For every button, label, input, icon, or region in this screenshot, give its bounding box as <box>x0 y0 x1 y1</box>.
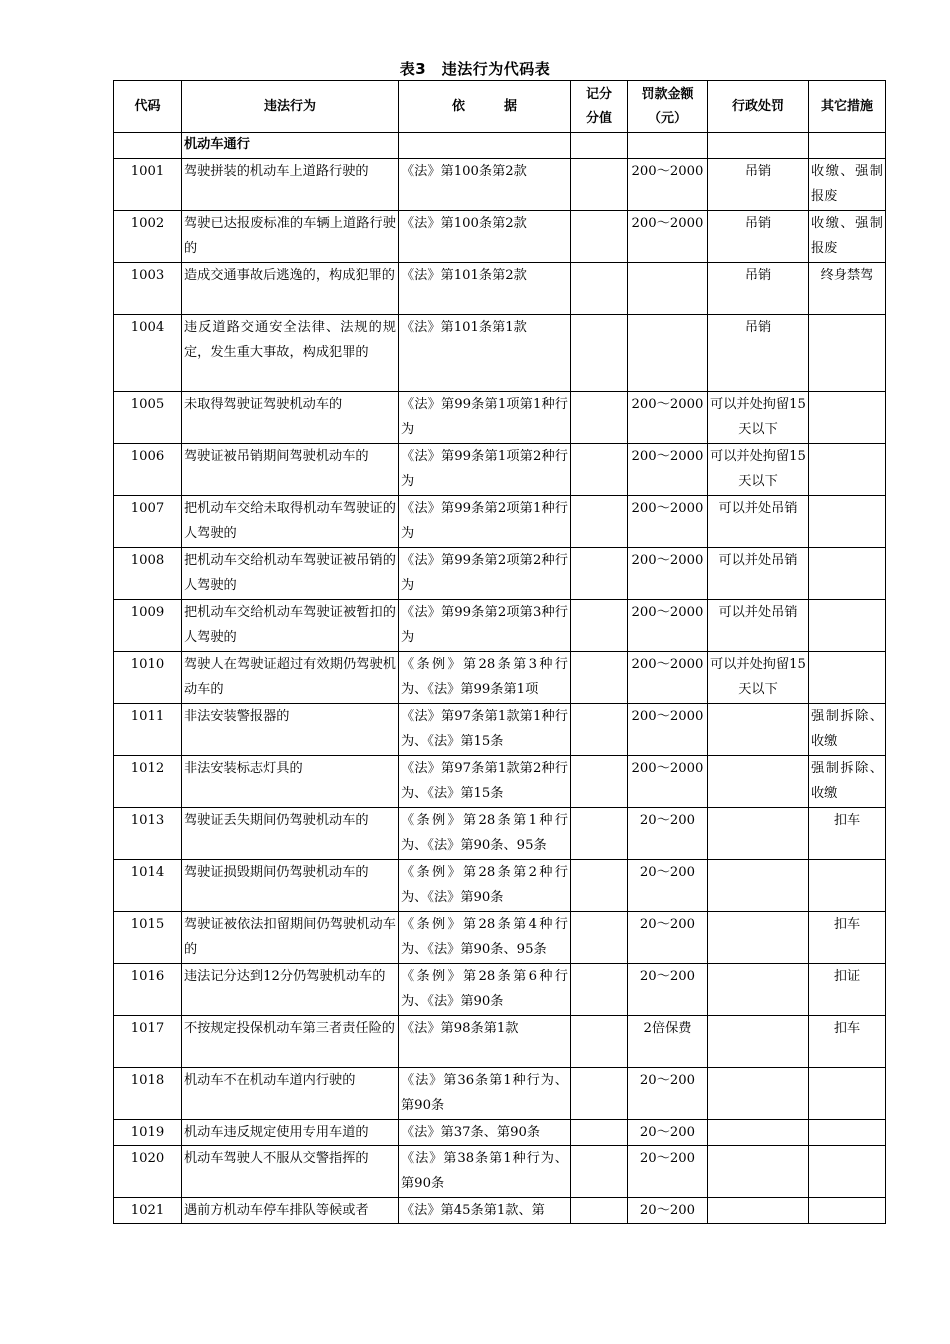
header-fine <box>628 81 708 133</box>
cell-basis: 《法》第99条第2项第2种行为 <box>399 548 571 600</box>
cell-other <box>809 860 886 912</box>
header-fine-line2: （元） <box>647 110 687 126</box>
cell-fine: 200～2000 <box>628 211 708 263</box>
cell-behavior: 把机动车交给机动车驾驶证被暂扣的人驾驶的 <box>182 600 399 652</box>
cell-fine: 20～200 <box>628 1068 708 1120</box>
cell-code: 1021 <box>114 1198 182 1224</box>
cell-admin: 吊销 <box>708 159 809 211</box>
cell-admin: 可以并处拘留15天以下 <box>708 652 809 704</box>
section-empty-cell <box>708 133 809 159</box>
cell-basis: 《法》第97条第1款第1种行为、《法》第15条 <box>399 704 571 756</box>
section-empty-cell <box>628 133 708 159</box>
cell-code: 1013 <box>114 808 182 860</box>
section-code-cell <box>114 133 182 159</box>
cell-fine: 2倍保费 <box>628 1016 708 1068</box>
cell-other <box>809 1068 886 1120</box>
table-row <box>114 964 886 1016</box>
cell-points <box>571 860 628 912</box>
cell-code: 1008 <box>114 548 182 600</box>
cell-behavior: 违法记分达到12分仍驾驶机动车的 <box>182 964 399 1016</box>
cell-code: 1007 <box>114 496 182 548</box>
cell-points <box>571 808 628 860</box>
cell-points <box>571 392 628 444</box>
cell-behavior: 未取得驾驶证驾驶机动车的 <box>182 392 399 444</box>
table-row <box>114 548 886 600</box>
cell-fine: 20～200 <box>628 912 708 964</box>
cell-basis: 《法》第99条第2项第3种行为 <box>399 600 571 652</box>
cell-behavior: 驾驶人在驾驶证超过有效期仍驾驶机动车的 <box>182 652 399 704</box>
cell-code: 1016 <box>114 964 182 1016</box>
cell-fine: 20～200 <box>628 1146 708 1198</box>
cell-fine: 200～2000 <box>628 652 708 704</box>
cell-fine: 200～2000 <box>628 496 708 548</box>
cell-basis: 《条例》第28条第3种行为、《法》第99条第1项 <box>399 652 571 704</box>
cell-other: 扣车 <box>809 1016 886 1068</box>
cell-other <box>809 392 886 444</box>
cell-points <box>571 1016 628 1068</box>
cell-other: 扣证 <box>809 964 886 1016</box>
table-row <box>114 1146 886 1198</box>
cell-fine: 200～2000 <box>628 159 708 211</box>
cell-basis: 《条例》第28条第1种行为、《法》第90条、95条 <box>399 808 571 860</box>
cell-behavior: 非法安装警报器的 <box>182 704 399 756</box>
table-row <box>114 211 886 263</box>
cell-admin <box>708 912 809 964</box>
cell-other: 扣车 <box>809 808 886 860</box>
header-points <box>571 81 628 133</box>
cell-basis: 《法》第100条第2款 <box>399 211 571 263</box>
cell-code: 1010 <box>114 652 182 704</box>
cell-other <box>809 600 886 652</box>
cell-behavior: 驾驶拼装的机动车上道路行驶的 <box>182 159 399 211</box>
cell-basis: 《法》第101条第1款 <box>399 315 571 392</box>
cell-code: 1019 <box>114 1120 182 1146</box>
section-row <box>114 133 886 159</box>
table-row <box>114 704 886 756</box>
cell-other <box>809 652 886 704</box>
cell-admin <box>708 1068 809 1120</box>
table-row <box>114 1016 886 1068</box>
cell-basis: 《法》第99条第2项第1种行为 <box>399 496 571 548</box>
table-row <box>114 159 886 211</box>
table-row <box>114 808 886 860</box>
cell-admin <box>708 964 809 1016</box>
cell-points <box>571 1068 628 1120</box>
table-row <box>114 600 886 652</box>
cell-behavior: 驾驶证损毁期间仍驾驶机动车的 <box>182 860 399 912</box>
cell-points <box>571 912 628 964</box>
cell-fine: 200～2000 <box>628 600 708 652</box>
cell-points <box>571 964 628 1016</box>
section-title: 机动车通行 <box>182 133 399 159</box>
cell-points <box>571 211 628 263</box>
cell-behavior: 把机动车交给未取得机动车驾驶证的人驾驶的 <box>182 496 399 548</box>
section-empty-cell <box>399 133 571 159</box>
cell-points <box>571 600 628 652</box>
cell-other: 收缴、强制报废 <box>809 211 886 263</box>
cell-code: 1014 <box>114 860 182 912</box>
cell-admin: 吊销 <box>708 211 809 263</box>
cell-fine <box>628 263 708 315</box>
cell-code: 1004 <box>114 315 182 392</box>
header-basis: 依 据 <box>399 81 571 133</box>
cell-admin: 可以并处吊销 <box>708 600 809 652</box>
cell-other <box>809 1120 886 1146</box>
header-points-line2: 分值 <box>585 110 612 126</box>
cell-other: 收缴、强制报废 <box>809 159 886 211</box>
cell-behavior: 机动车违反规定使用专用车道的 <box>182 1120 399 1146</box>
cell-admin: 可以并处吊销 <box>708 496 809 548</box>
cell-basis: 《法》第37条、第90条 <box>399 1120 571 1146</box>
cell-fine: 200～2000 <box>628 548 708 600</box>
cell-behavior: 不按规定投保机动车第三者责任险的 <box>182 1016 399 1068</box>
cell-fine: 20～200 <box>628 860 708 912</box>
cell-admin: 可以并处拘留15天以下 <box>708 444 809 496</box>
cell-basis: 《法》第36条第1种行为、第90条 <box>399 1068 571 1120</box>
cell-admin: 吊销 <box>708 263 809 315</box>
cell-basis: 《法》第100条第2款 <box>399 159 571 211</box>
cell-points <box>571 1198 628 1224</box>
section-empty-cell <box>571 133 628 159</box>
cell-fine: 20～200 <box>628 964 708 1016</box>
violation-code-table <box>113 80 886 1224</box>
table-title: 表3 违法行为代码表 <box>399 60 551 78</box>
table-row <box>114 392 886 444</box>
cell-code: 1020 <box>114 1146 182 1198</box>
table-row <box>114 860 886 912</box>
cell-behavior: 机动车不在机动车道内行驶的 <box>182 1068 399 1120</box>
cell-basis: 《条例》第28条第4种行为、《法》第90条、95条 <box>399 912 571 964</box>
cell-admin <box>708 1198 809 1224</box>
header-other: 其它措施 <box>809 81 886 133</box>
cell-admin: 吊销 <box>708 315 809 392</box>
cell-behavior: 驾驶证丢失期间仍驾驶机动车的 <box>182 808 399 860</box>
cell-behavior: 违反道路交通安全法律、法规的规定，发生重大事故，构成犯罪的 <box>182 315 399 392</box>
table-row <box>114 1120 886 1146</box>
table-row <box>114 444 886 496</box>
cell-code: 1018 <box>114 1068 182 1120</box>
cell-other: 强制拆除、收缴 <box>809 756 886 808</box>
cell-code: 1017 <box>114 1016 182 1068</box>
cell-admin <box>708 1120 809 1146</box>
cell-basis: 《法》第99条第1项第1种行为 <box>399 392 571 444</box>
cell-points <box>571 444 628 496</box>
cell-points <box>571 1146 628 1198</box>
cell-code: 1012 <box>114 756 182 808</box>
cell-fine: 20～200 <box>628 1120 708 1146</box>
table-row <box>114 652 886 704</box>
cell-admin <box>708 860 809 912</box>
cell-admin <box>708 756 809 808</box>
table-row <box>114 756 886 808</box>
cell-code: 1009 <box>114 600 182 652</box>
cell-other <box>809 444 886 496</box>
cell-other: 扣车 <box>809 912 886 964</box>
cell-points <box>571 159 628 211</box>
header-admin: 行政处罚 <box>708 81 809 133</box>
cell-points <box>571 704 628 756</box>
cell-code: 1002 <box>114 211 182 263</box>
cell-admin <box>708 1146 809 1198</box>
cell-behavior: 把机动车交给机动车驾驶证被吊销的人驾驶的 <box>182 548 399 600</box>
cell-other: 终身禁驾 <box>809 263 886 315</box>
cell-other <box>809 315 886 392</box>
cell-other <box>809 548 886 600</box>
cell-admin <box>708 704 809 756</box>
table-row <box>114 1068 886 1120</box>
cell-points <box>571 756 628 808</box>
cell-basis: 《法》第45条第1款、第 <box>399 1198 571 1224</box>
cell-fine: 200～2000 <box>628 704 708 756</box>
cell-basis: 《法》第97条第1款第2种行为、《法》第15条 <box>399 756 571 808</box>
cell-points <box>571 263 628 315</box>
cell-code: 1003 <box>114 263 182 315</box>
cell-fine: 20～200 <box>628 1198 708 1224</box>
header-fine-line1: 罚款金额 <box>641 86 694 102</box>
table-row <box>114 263 886 315</box>
cell-code: 1011 <box>114 704 182 756</box>
table-row <box>114 496 886 548</box>
cell-behavior: 驾驶证被依法扣留期间仍驾驶机动车的 <box>182 912 399 964</box>
cell-admin <box>708 1016 809 1068</box>
cell-basis: 《条例》第28条第2种行为、《法》第90条 <box>399 860 571 912</box>
section-empty-cell <box>809 133 886 159</box>
cell-other <box>809 1198 886 1224</box>
cell-fine <box>628 315 708 392</box>
cell-basis: 《法》第98条第1款 <box>399 1016 571 1068</box>
cell-code: 1015 <box>114 912 182 964</box>
cell-basis: 《法》第38条第1种行为、第90条 <box>399 1146 571 1198</box>
cell-fine: 20～200 <box>628 808 708 860</box>
cell-code: 1001 <box>114 159 182 211</box>
cell-admin <box>708 808 809 860</box>
cell-code: 1006 <box>114 444 182 496</box>
cell-points <box>571 548 628 600</box>
cell-admin: 可以并处吊销 <box>708 548 809 600</box>
cell-behavior: 造成交通事故后逃逸的，构成犯罪的 <box>182 263 399 315</box>
cell-points <box>571 1120 628 1146</box>
cell-points <box>571 496 628 548</box>
cell-points <box>571 315 628 392</box>
cell-basis: 《条例》第28条第6种行为、《法》第90条 <box>399 964 571 1016</box>
cell-points <box>571 652 628 704</box>
header-behavior: 违法行为 <box>182 81 399 133</box>
cell-behavior: 遇前方机动车停车排队等候或者 <box>182 1198 399 1224</box>
cell-behavior: 非法安装标志灯具的 <box>182 756 399 808</box>
cell-fine: 200～2000 <box>628 756 708 808</box>
cell-basis: 《法》第99条第1项第2种行为 <box>399 444 571 496</box>
cell-code: 1005 <box>114 392 182 444</box>
cell-behavior: 驾驶证被吊销期间驾驶机动车的 <box>182 444 399 496</box>
cell-other <box>809 1146 886 1198</box>
table-row <box>114 1198 886 1224</box>
header-points-line1: 记分 <box>585 86 612 102</box>
cell-behavior: 驾驶已达报废标准的车辆上道路行驶的 <box>182 211 399 263</box>
table-row <box>114 912 886 964</box>
cell-other: 强制拆除、收缴 <box>809 704 886 756</box>
table-row <box>114 315 886 392</box>
header-row <box>114 81 886 133</box>
cell-behavior: 机动车驾驶人不服从交警指挥的 <box>182 1146 399 1198</box>
cell-fine: 200～2000 <box>628 392 708 444</box>
header-code: 代码 <box>114 81 182 133</box>
cell-admin: 可以并处拘留15天以下 <box>708 392 809 444</box>
cell-other <box>809 496 886 548</box>
cell-basis: 《法》第101条第2款 <box>399 263 571 315</box>
cell-fine: 200～2000 <box>628 444 708 496</box>
